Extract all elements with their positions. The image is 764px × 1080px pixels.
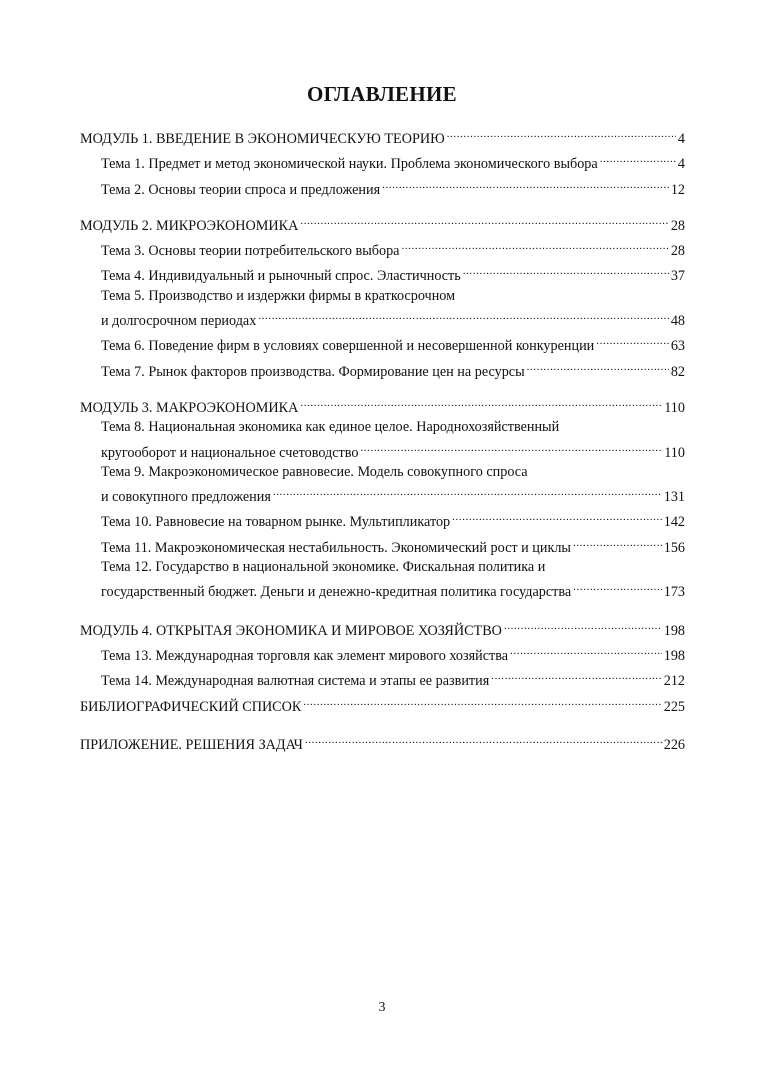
toc-page-number: 48 (670, 313, 685, 330)
toc-page-number: 225 (663, 698, 685, 715)
page-number: 3 (378, 1000, 386, 1015)
toc-entry-text: Тема 4. Индивидуальный и рыночный спрос. Эластичность (101, 268, 461, 285)
toc-entry-topic-11[interactable] (80, 533, 685, 558)
toc-entry-topic-13[interactable] (80, 641, 685, 666)
dot-leader (273, 482, 662, 501)
toc-entry-text: МОДУЛЬ 2. МИКРОЭКОНОМИКА (80, 217, 299, 234)
toc-entry-topic-7[interactable] (80, 357, 685, 382)
toc-entry-module-4[interactable] (80, 616, 685, 641)
dot-leader (452, 507, 662, 526)
toc-entry-text: Тема 14. Международная валютная система и этапы ее развития (101, 673, 490, 690)
toc-entry-bibliography[interactable] (80, 692, 685, 717)
dot-leader (463, 261, 669, 280)
toc-page-number: 142 (663, 514, 685, 531)
toc-page-number: 110 (664, 444, 685, 461)
toc-entry-module-2[interactable] (80, 211, 685, 236)
dot-leader (447, 124, 676, 143)
toc-entry-text: Тема 13. Международная торговля как элемент мирового хозяйства (101, 647, 509, 664)
dot-leader (504, 616, 662, 635)
toc-entry-topic-12-line-1[interactable]: Тема 12. Государство в национальной экономике. Фискальная политика и (101, 559, 546, 576)
toc-entry-text: Тема 11. Макроэкономическая нестабильность. Экономический рост и циклы (101, 539, 571, 556)
dot-leader (596, 331, 669, 350)
toc-entry-text: и долгосрочном периодах (101, 313, 257, 330)
dot-leader (305, 730, 662, 749)
toc-page-number: 110 (664, 399, 685, 416)
toc-entry-topic-1[interactable] (80, 149, 685, 174)
dot-leader (382, 175, 669, 194)
table-of-contents (80, 124, 685, 755)
dot-leader (360, 438, 662, 457)
toc-page-number: 28 (670, 243, 685, 260)
toc-entry-topic-12[interactable] (80, 577, 685, 602)
toc-entry-text: Тема 3. Основы теории потребительского выбора (101, 243, 400, 260)
dot-leader (600, 149, 676, 168)
dot-leader (573, 577, 662, 596)
dot-leader (527, 357, 669, 376)
toc-entry-text: МОДУЛЬ 1. ВВЕДЕНИЕ В ЭКОНОМИЧЕСКУЮ ТЕОРИЮ (80, 131, 445, 147)
dot-leader (573, 533, 662, 552)
toc-page-number: 63 (670, 338, 685, 355)
toc-page-number: 28 (670, 217, 685, 234)
toc-entry-topic-14[interactable] (80, 666, 685, 691)
toc-page-number: 12 (670, 181, 685, 198)
toc-entry-text: МОДУЛЬ 4. ОТКРЫТАЯ ЭКОНОМИКА И МИРОВОЕ ХОЗЯЙСТВО (80, 622, 502, 639)
toc-entry-text: Тема 7. Рынок факторов производства. Формирование цен на ресурсы (101, 363, 525, 380)
toc-entry-topic-10[interactable] (80, 507, 685, 532)
toc-entry-topic-8[interactable] (80, 438, 685, 463)
toc-entry-text: Тема 10. Равновесие на товарном рынке. Мультипликатор (101, 514, 451, 531)
toc-entry-module-3[interactable] (80, 393, 685, 418)
toc-entry-topic-3[interactable] (80, 236, 685, 261)
toc-entry-topic-5[interactable] (80, 306, 685, 331)
dot-leader (303, 692, 661, 711)
dot-leader (401, 236, 668, 255)
toc-entry-appendix[interactable] (80, 730, 685, 755)
toc-page-number: 212 (663, 673, 685, 690)
toc-page-number: 156 (663, 539, 685, 556)
toc-entry-topic-2[interactable] (80, 175, 685, 200)
toc-entry-text: и совокупного предложения (101, 489, 271, 506)
toc-page-number: 198 (663, 622, 685, 639)
toc-entry-text: Тема 2. Основы теории спроса и предложения (101, 181, 381, 198)
toc-entry-topic-9[interactable] (80, 482, 685, 507)
toc-entry-text: Тема 1. Предмет и метод экономической науки. Проблема экономического выбора (101, 156, 598, 173)
toc-entry-module-1[interactable] (80, 124, 685, 149)
dot-leader (300, 211, 668, 230)
toc-entry-topic-9-line-1[interactable]: Тема 9. Макроэкономическое равновесие. Модель совокупного спроса (101, 463, 528, 480)
toc-page-number: 4 (677, 131, 685, 147)
toc-entry-topic-5-line-1[interactable]: Тема 5. Производство и издержки фирмы в краткосрочном (101, 287, 456, 304)
dot-leader (491, 666, 661, 685)
toc-entry-text: государственный бюджет. Деньги и денежно-кредитная политика государства (101, 584, 572, 601)
toc-entry-text: кругооборот и национальное счетоводство (101, 444, 359, 461)
toc-page-number: 4 (677, 156, 685, 173)
toc-page-number: 37 (670, 268, 685, 285)
page-title: ОГЛАВЛЕНИЕ (307, 82, 457, 106)
toc-page-number: 226 (663, 736, 685, 753)
toc-page-number: 131 (663, 489, 685, 506)
dot-leader (300, 393, 662, 412)
toc-entry-topic-8-line-1[interactable]: Тема 8. Национальная экономика как единое целое. Народнохозяйственный (101, 419, 560, 436)
toc-page-number: 82 (670, 363, 685, 380)
toc-page-number: 198 (663, 647, 685, 664)
toc-page-number: 173 (663, 584, 685, 601)
dot-leader (510, 641, 662, 660)
toc-entry-text: МОДУЛЬ 3. МАКРОЭКОНОМИКА (80, 399, 299, 416)
toc-entry-topic-4[interactable] (80, 261, 685, 286)
toc-entry-text: БИБЛИОГРАФИЧЕСКИЙ СПИСОК (80, 698, 302, 715)
toc-entry-text: ПРИЛОЖЕНИЕ. РЕШЕНИЯ ЗАДАЧ (80, 736, 303, 753)
toc-entry-text: Тема 6. Поведение фирм в условиях совершенной и несовершенной конкуренции (101, 338, 595, 355)
toc-entry-topic-6[interactable] (80, 331, 685, 356)
dot-leader (258, 306, 668, 325)
